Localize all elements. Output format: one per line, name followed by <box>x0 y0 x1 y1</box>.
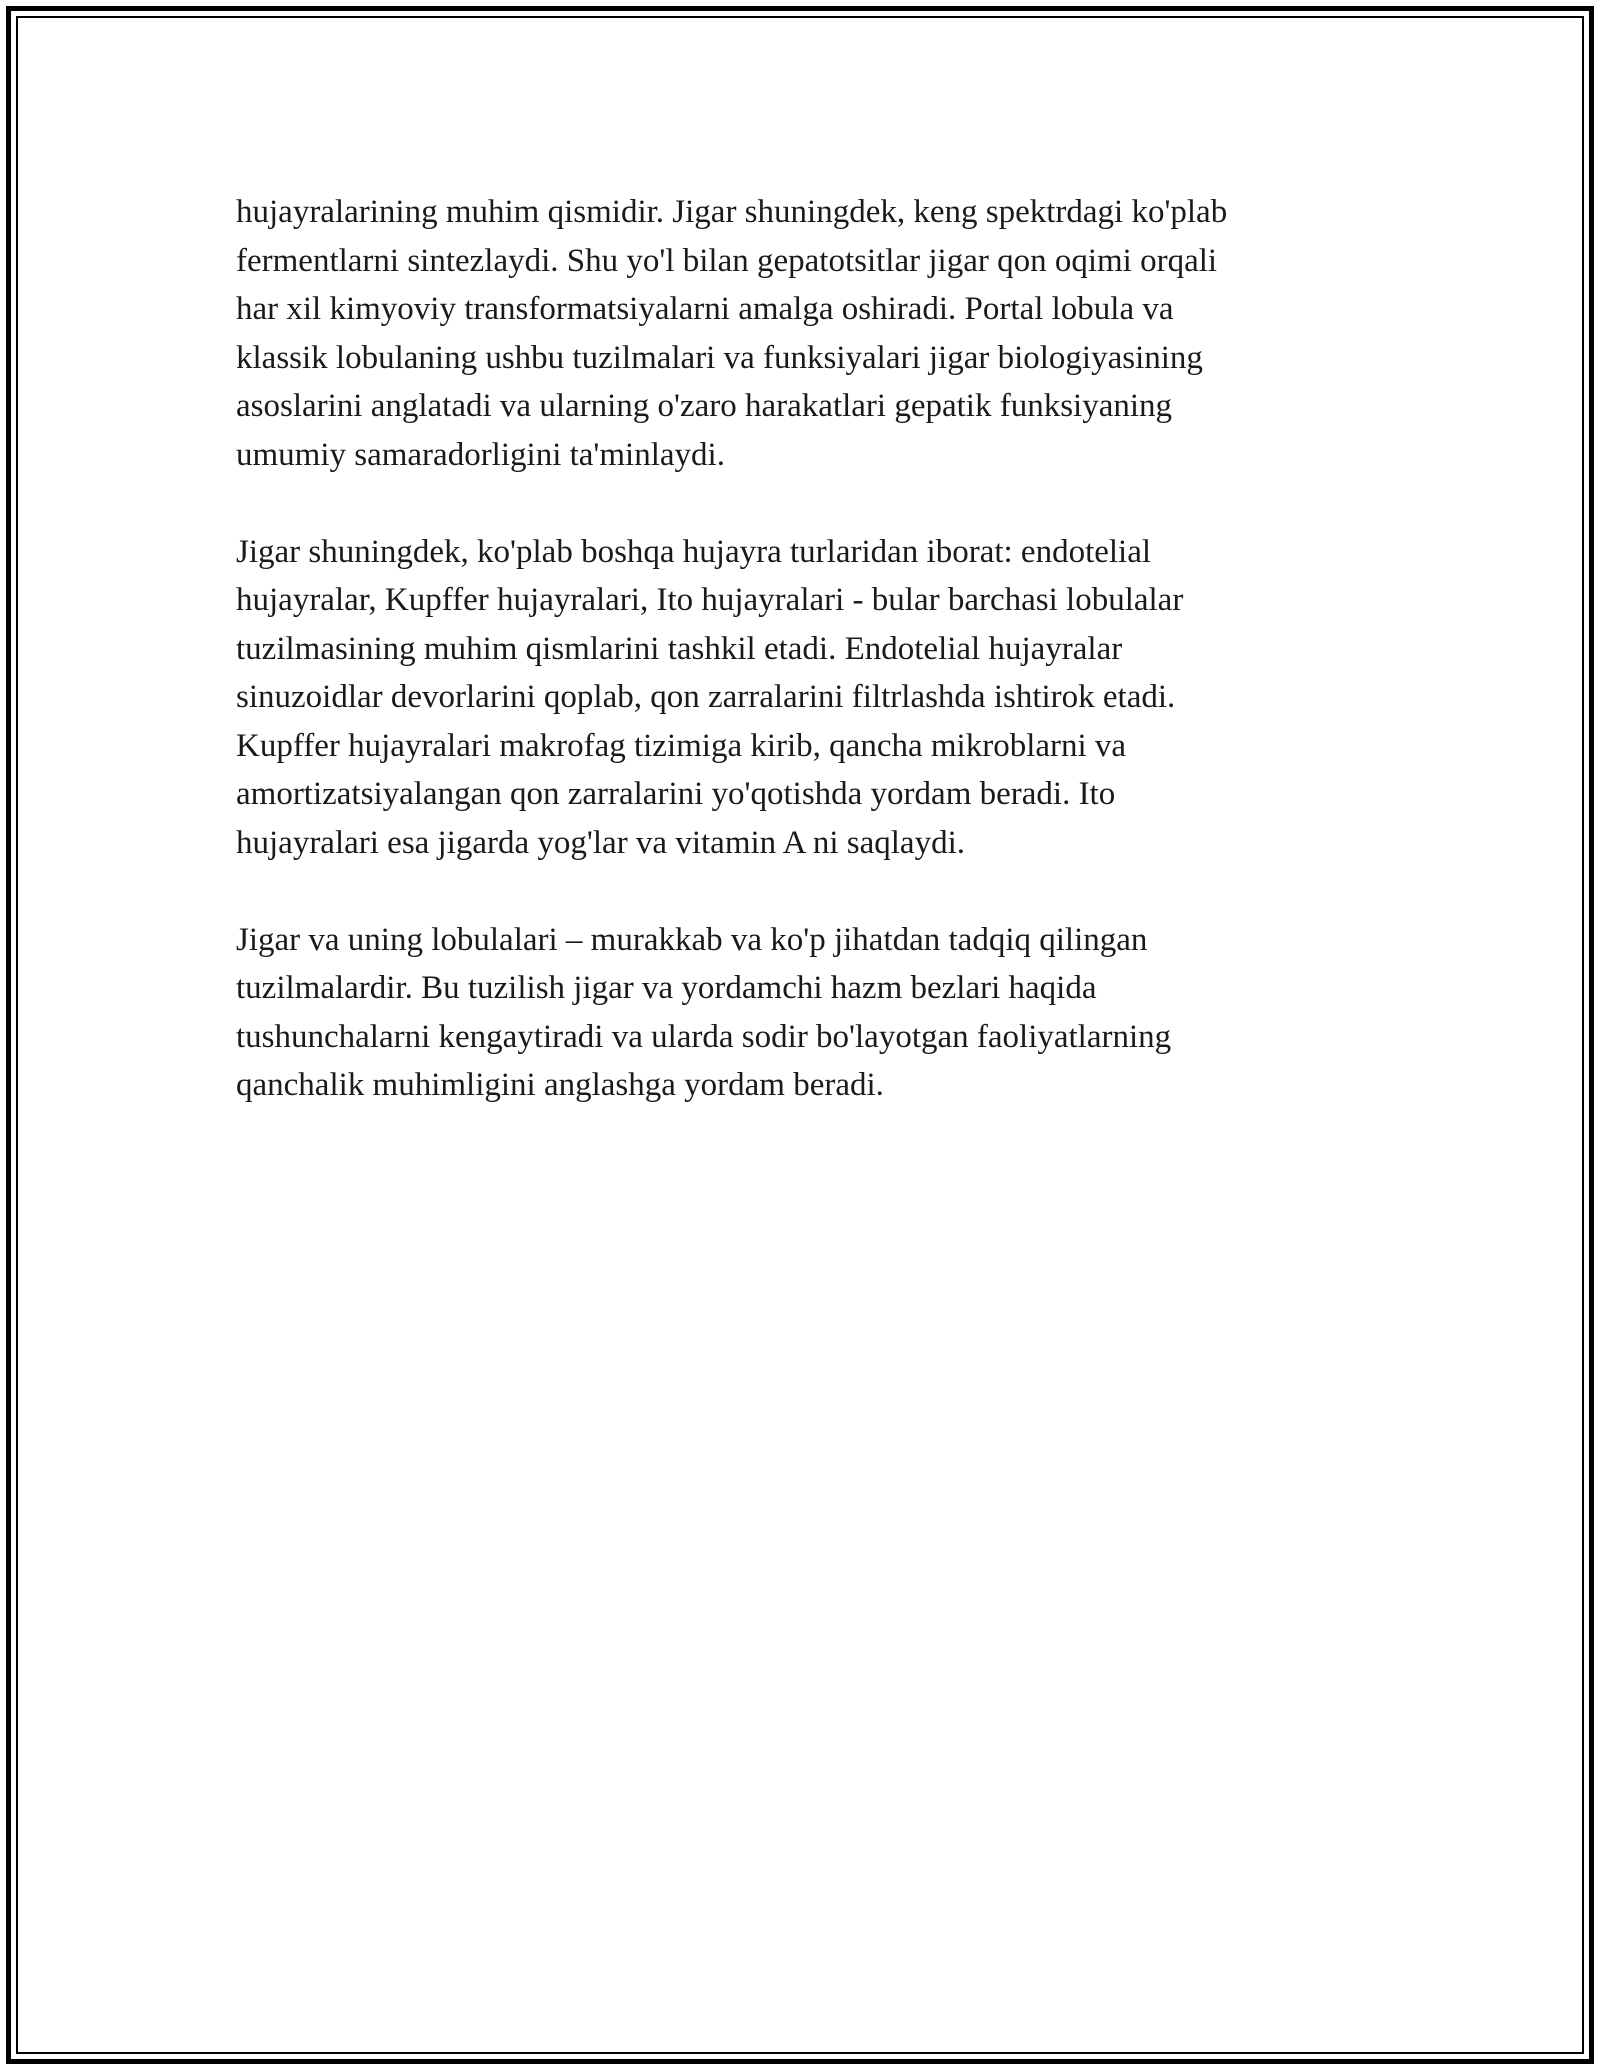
paragraph-1 <box>236 188 1406 479</box>
text-line: Kupffer hujayralari makrofag tizimiga kirib, qancha mikroblarni va <box>236 727 1127 764</box>
text-line: Jigar va uning lobulalari – murakkab va ko'p jihatdan tadqiq qilingan <box>236 921 1148 958</box>
text-line: tuzilmasining muhim qismlarini tashkil etadi. Endotelial hujayralar <box>236 630 1123 667</box>
text-line: fermentlarni sintezlaydi. Shu yo'l bilan gepatotsitlar jigar qon oqimi orqali <box>236 242 1218 279</box>
text-line: tushunchalarni kengaytiradi va ularda sodir bo'layotgan faoliyatlarning <box>236 1018 1172 1055</box>
text-line: umumiy samaradorligini ta'minlaydi. <box>236 436 725 473</box>
paragraph-3 <box>236 916 1406 1110</box>
document-body <box>236 188 1406 1158</box>
text-line: klassik lobulaning ushbu tuzilmalari va funksiyalari jigar biologiyasining <box>236 339 1203 376</box>
text-line: tuzilmalardir. Bu tuzilish jigar va yordamchi hazm bezlari haqida <box>236 970 1097 1006</box>
text-line: asoslarini anglatadi va ularning o'zaro harakatlari gepatik funksiyaning <box>236 388 1173 424</box>
text-line: hujayralarining muhim qismidir. Jigar shuningdek, keng spektrdagi ko'plab <box>236 194 1228 230</box>
paragraph-2 <box>236 528 1406 868</box>
text-line: amortizatsiyalangan qon zarralarini yo'qotishda yordam beradi. Ito <box>236 776 1116 812</box>
text-line: Jigar shuningdek, ko'plab boshqa hujayra turlaridan iborat: endotelial <box>236 533 1152 570</box>
text-line: qanchalik muhimligini anglashga yordam beradi. <box>236 1067 884 1103</box>
text-line: hujayralari esa jigarda yog'lar va vitamin A ni saqlaydi. <box>236 824 965 861</box>
text-line: sinuzoidlar devorlarini qoplab, qon zarralarini filtrlashda ishtirok etadi. <box>236 679 1176 715</box>
text-line: har xil kimyoviy transformatsiyalarni amalga oshiradi. Portal lobula va <box>236 291 1174 327</box>
text-line: hujayralar, Kupffer hujayralari, Ito hujayralari - bular barchasi lobulalar <box>236 582 1184 618</box>
